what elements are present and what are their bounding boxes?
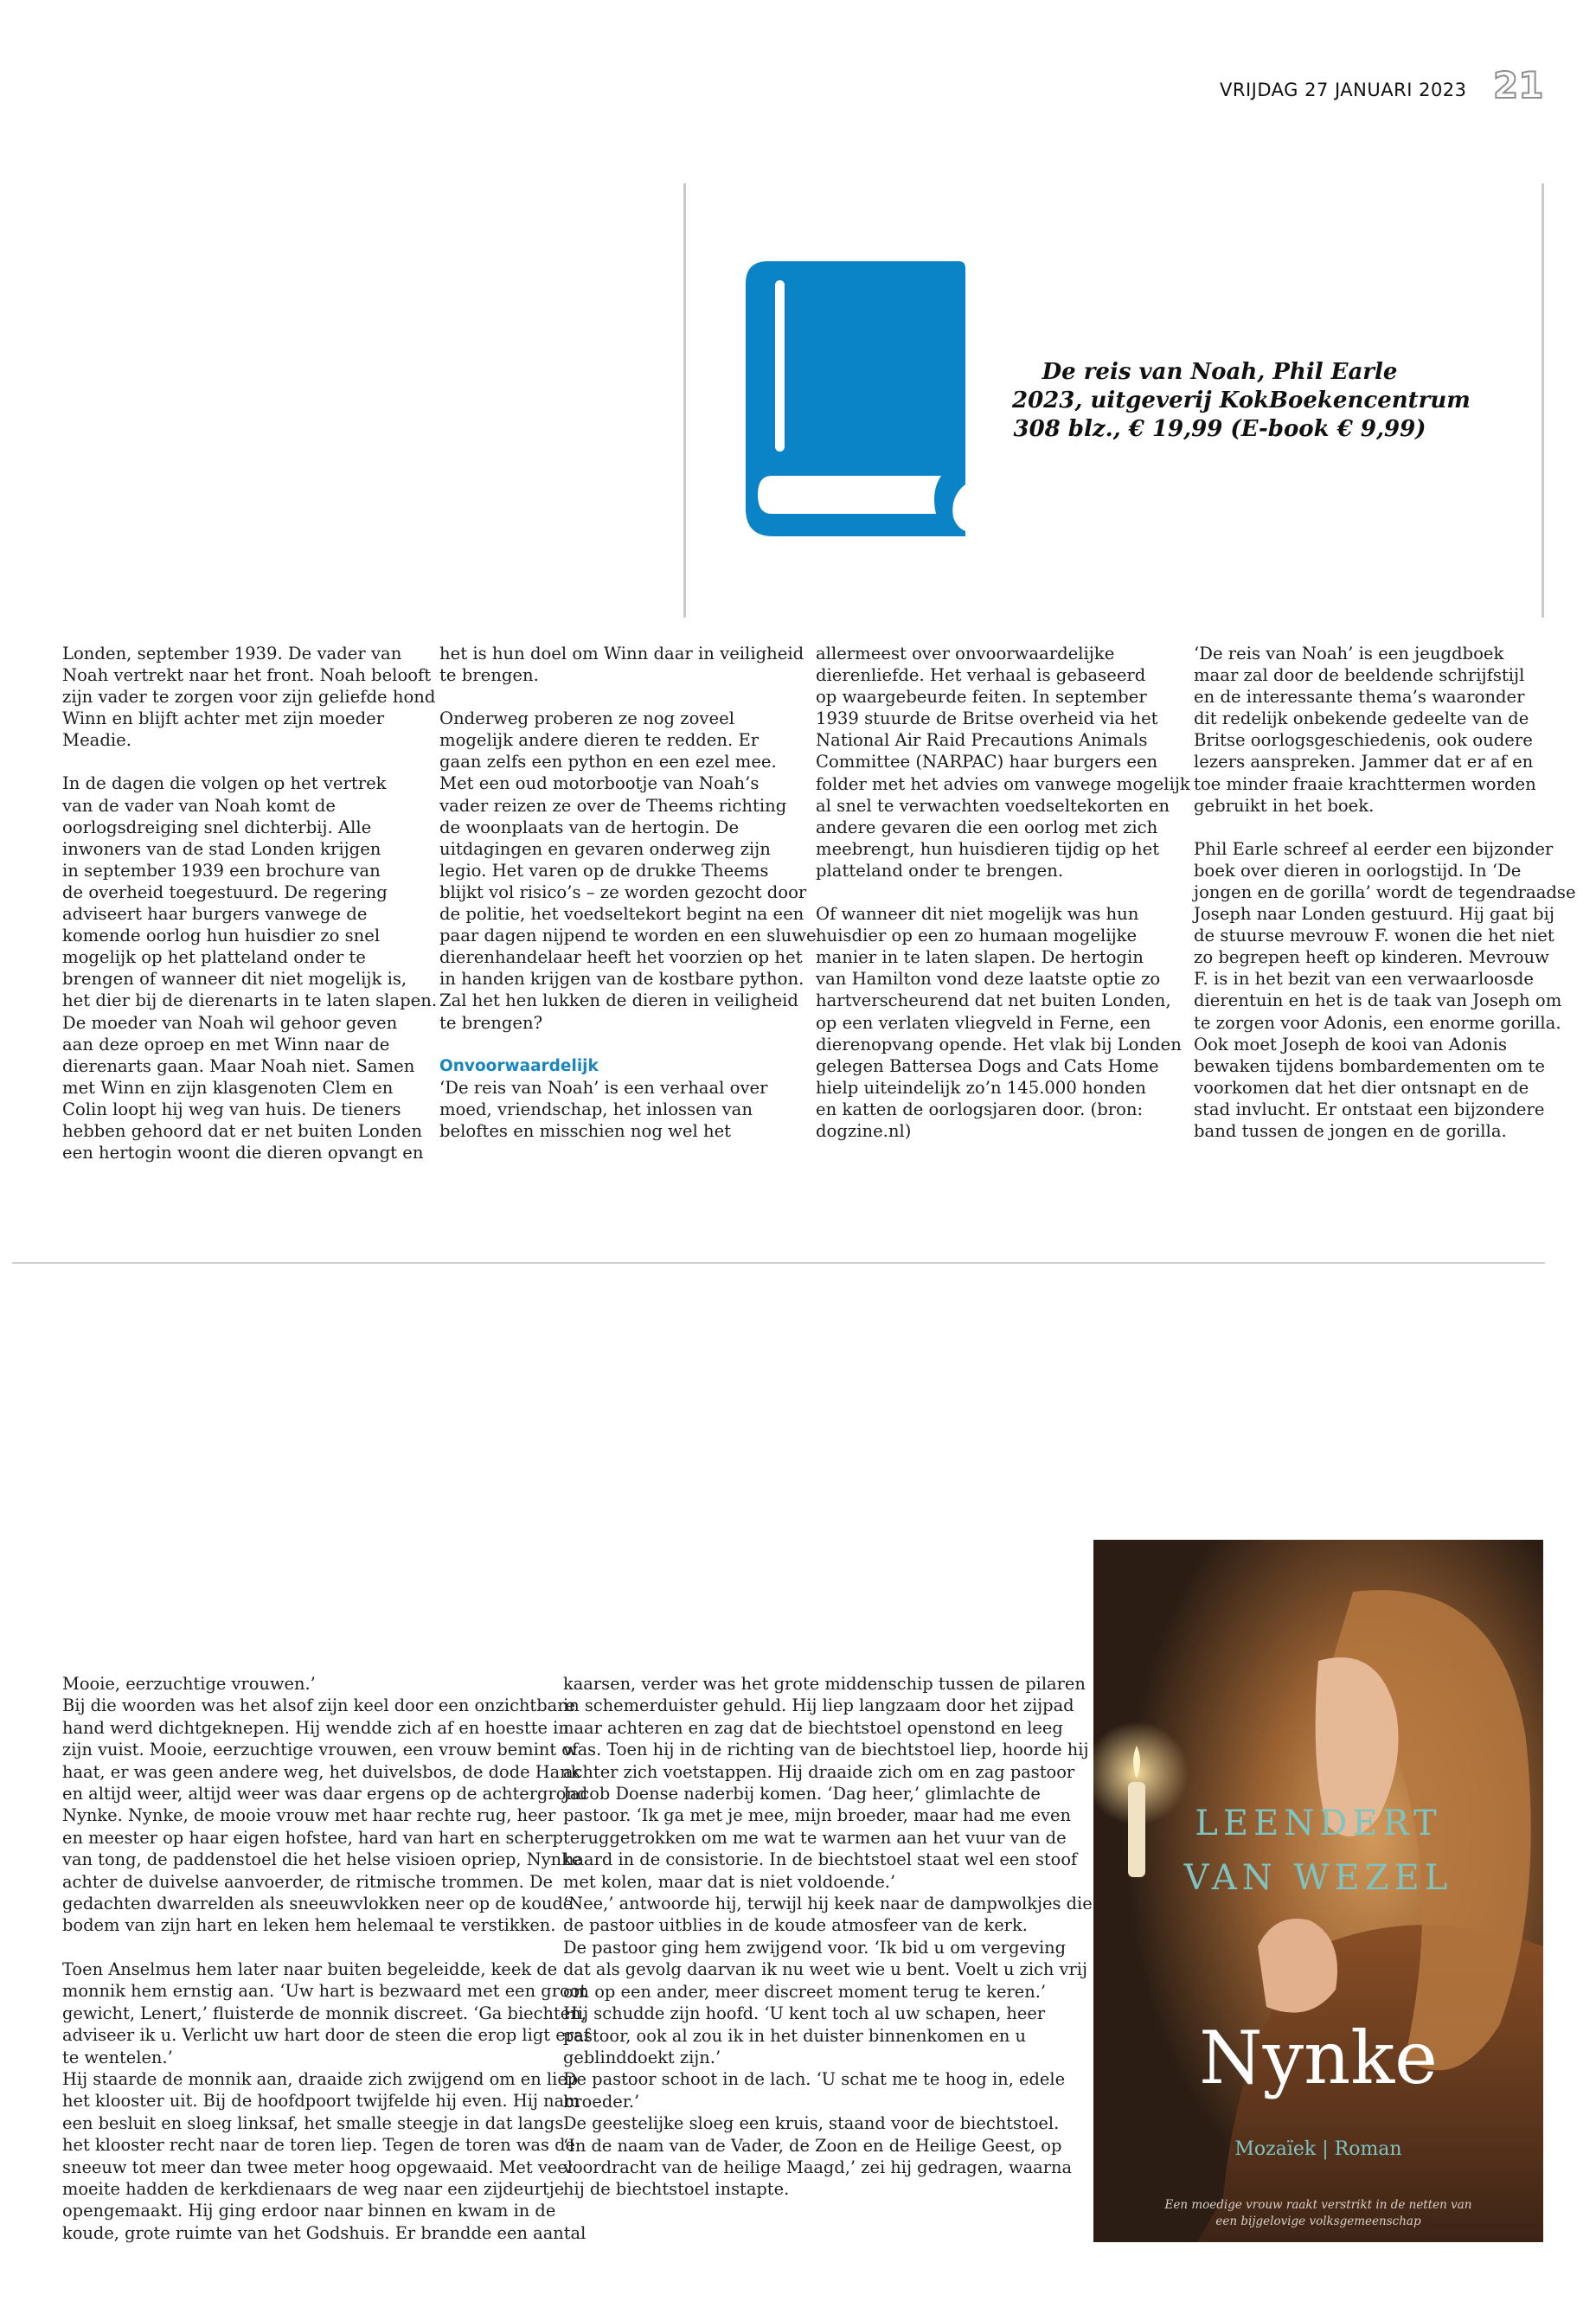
text-line: gewicht, Lenert,’ fluisterde de monnik discreet. ‘Ga biechten, [62,2003,586,2023]
text-line: dogzine.nl) [816,1120,912,1141]
text-line: beloftes en misschien nog wel het [439,1120,732,1141]
text-line: De pastoor schoot in de lach. ‘U schat me te hoog in, edele [563,2069,1066,2090]
text-line: Britse oorlogsgeschiedenis, ook oudere [1194,730,1533,751]
text-line: de pastoor uitblies in de koude atmosfeer van de kerk. [563,1915,1028,1936]
text-line: Met een oud motorbootje van Noah’s [439,773,760,794]
text-line: Bij die woorden was het alsof zijn keel door een onzichtbare [62,1695,575,1716]
text-line: platteland onder te brengen. [816,860,1064,881]
text-line: monnik hem ernstig aan. ‘Uw hart is bezwaard met een groot [62,1981,587,2002]
text-line: dit redelijk onbekende gedeelte van de [1194,708,1529,729]
text-line: zo begrepen heeft op kinderen. Mevrouw [1194,947,1549,968]
text-line: mogelijk op het platteland onder te [62,947,366,968]
text-line: hartverscheurend dat net buiten Londen, [816,990,1171,1011]
text-line: teruggetrokken om me wat te warmen aan het vuur van de [563,1827,1067,1848]
text-line: dat als gevolg daarvan ik nu weet wie u bent. Voelt u zich vrij [563,1959,1087,1980]
cover-series: Mozaïek | Roman [1234,2138,1402,2160]
text-line: en katten de oorlogsjaren door. (bron: [816,1099,1144,1119]
text-line: Hij schudde zijn hoofd. ‘U kent toch al uw schapen, heer [563,2003,1046,2024]
issue-date: VRIJDAG 27 JANUARI 2023 [1220,80,1467,100]
text-line: zijn vader te zorgen voor zijn geliefde hond [62,687,436,708]
cover-tagline-line: een bijgelovige volksgemeenschap [1215,2214,1421,2228]
text-line: ‘De reis van Noah’ is een verhaal over [439,1077,768,1098]
text-line: de politie, het voedseltekort begint na een [439,904,804,925]
text-line: met Winn en zijn klasgenoten Clem en [62,1077,394,1098]
text-line: Jacob Doense naderbij komen. ‘Dag heer,’ glimlachte de [563,1784,1041,1804]
text-line: moed, vriendschap, het inlossen van [439,1099,753,1119]
book-info-line: 2023, uitgeverij KokBoekencentrum [1012,388,1471,413]
text-line: De pastoor ging hem zwijgend voor. ‘Ik bid u om vergeving [563,1937,1067,1958]
text-line: te brengen. [439,665,539,686]
text-line: Colin loopt hij weg van huis. De tieners [62,1099,401,1119]
text-line: vader reizen ze over de Theems richting [439,795,787,816]
text-line: 1939 stuurde de Britse overheid via het [816,708,1158,729]
text-line: voordracht van de heilige Maagd,’ zei hij gedragen, waarna [563,2157,1073,2177]
text-line: haard in de consistorie. In de biechtstoel staat wel een stoof [563,1849,1078,1870]
text-line: Onderweg proberen ze nog zoveel [439,708,734,729]
text-line: dierentuin en het is de taak van Joseph om [1194,990,1562,1011]
text-line: was. Toen hij in de richting van de biechtstoel liep, hoorde hij [563,1740,1089,1760]
text-line: maar zal door de beeldende schrijfstijl [1194,665,1525,686]
text-line: National Air Raid Precautions Animals [816,730,1148,751]
text-line: boek over dieren in oorlogstijd. In ‘De [1194,860,1522,881]
text-line: hij de biechtstoel instapte. [563,2179,790,2200]
text-line: Toen Anselmus hem later naar buiten begeleidde, keek de [62,1958,558,1979]
paragraph [816,643,1190,881]
text-line: achter de duivelse aanvoerder, de ritmische trommen. De [62,1871,553,1892]
text-line: aan deze oproep en met Winn naar de [62,1034,390,1054]
text-line: te zorgen voor Adonis, een enorme gorilla. [1194,1012,1561,1033]
text-line: sneeuw tot meer dan twee meter hoog opgewaaid. Met veel [62,2157,573,2177]
text-line: op waargebeurde feiten. In september [816,687,1147,708]
text-line: voorkomen dat het dier ontsnapt en de [1194,1077,1529,1098]
text-line: jongen en de gorilla’ wordt de tegendraadse [1194,881,1576,902]
text-line: broeder.’ [563,2091,640,2112]
text-line: inwoners van de stad Londen krijgen [62,838,381,859]
section-divider [12,1262,1545,1264]
text-line: huisdier op een zo humaan mogelijke [816,926,1138,946]
book-info [1012,358,1471,444]
text-line: kaarsen, verder was het grote middenschip tussen de pilaren [563,1674,1086,1694]
text-line: toe minder fraaie krachttermen worden [1194,773,1536,794]
text-line: te wentelen.’ [62,2047,173,2067]
text-line: gedachten dwarrelden als sneeuwvlokken neer op de koude [62,1894,574,1914]
text-line: Mooie, eerzuchtige vrouwen.’ [62,1674,316,1694]
text-line: in schemerduister gehuld. Hij liep langzaam door het zijpad [563,1695,1074,1716]
text-line: ‘Nee,’ antwoorde hij, terwijl hij keek naar de dampwolkjes die [563,1894,1093,1914]
text-line: mogelijk andere dieren te redden. Er [439,730,760,751]
text-line: F. is in het bezit van een verwaarloosde [1194,969,1535,990]
text-line: het dier bij de dierenarts in te laten slapen. [62,990,438,1011]
text-line: hielp uiteindelijk zo’n 145.000 honden [816,1077,1146,1098]
text-line: een besluit en sloeg linksaf, het smalle steegje in dat langs [62,2112,564,2133]
text-line: al snel te verwachten voedseltekorten en [816,795,1170,816]
page-number: 21 [1493,64,1544,106]
paragraph [439,1055,803,1142]
text-line: pastoor. ‘Ik ga met je mee, mijn broeder, maar had me even [563,1805,1071,1826]
text-line: bewaken tijdens bombardementen om te [1194,1055,1545,1076]
text-line: pastoor, ook al zou ik in het duister binnenkomen en u [563,2025,1027,2046]
text-line: ‘De reis van Noah’ is een jeugdboek [1194,644,1504,663]
text-line: Meadie. [62,730,131,751]
cover-author-line: LEENDERT [1195,1804,1442,1843]
text-line: naar achteren en zag dat de biechtstoel openstond en leeg [563,1717,1063,1738]
text-line: het klooster recht naar de toren liep. Tegen de toren was de [62,2135,576,2156]
text-line: opengemaakt. Hij ging erdoor naar binnen en kwam in de [62,2201,556,2221]
text-line: in september 1939 een brochure van [62,860,381,881]
text-line: Committee (NARPAC) haar burgers een [816,752,1158,772]
article-column-1 [62,643,438,1163]
excerpt-column-1 [62,1673,590,2266]
text-line: brengen of wanneer dit niet mogelijk is, [62,969,407,990]
book-info-line: 308 blz., € 19,99 (E-book € 9,99) [1013,416,1426,442]
book-icon [746,261,965,536]
text-line: bodem van zijn hart en leken hem helemaal te verstikken. [62,1915,556,1936]
text-line: Of wanneer dit niet mogelijk was hun [816,904,1139,925]
text-line: achter zich voetstappen. Hij draaide zich om en zag pastoor [563,1761,1075,1782]
article-column-4 [1194,643,1576,1142]
text-line: komende oorlog hun huisdier zo snel [62,926,381,946]
text-line: uitdagingen en gevaren onderweg zijn [439,838,771,859]
text-line: en de interessante thema’s waaronder [1194,687,1525,708]
text-line: koude, grote ruimte van het Godshuis. Er brandde een aantal [62,2222,586,2243]
text-line: op een verlaten vliegveld in Ferne, een [816,1012,1151,1033]
text-line: te brengen? [439,1012,543,1033]
text-line: Winn en blijft achter met zijn moeder [62,708,385,729]
excerpt-column-2 [563,1673,1093,2222]
paragraph [439,708,817,1033]
text-line: de woonplaats van de hertogin. De [439,817,740,837]
paragraph [816,903,1182,1142]
text-line: en meester op haar eigen hofstee, hard van hart en scherp [62,1827,563,1848]
text-line: en altijd weer, altijd weer was daar ergens op de achtergrond [62,1784,588,1804]
text-line: gebruikt in het boek. [1194,795,1375,816]
paragraph [62,1958,590,2244]
text-line: Zal het hen lukken de dieren in veiligheid [439,990,798,1011]
cover-tagline [1093,2197,1543,2230]
text-line: geblinddoekt zijn.’ [563,2047,721,2067]
paragraph [1194,838,1576,1142]
text-line: Phil Earle schreef al eerder een bijzonder [1194,838,1554,859]
text-line: ‘In de naam van de Vader, de Zoon en de Heilige Geest, op [563,2135,1062,2156]
cover-title: Nynke [1199,2016,1438,2100]
text-line: manier in te laten slapen. De hertogin [816,947,1144,968]
text-line: de stuurse mevrouw F. wonen die het niet [1194,926,1554,946]
text-line: van tong, de paddenstoel die het helse visioen opriep, Nynke [62,1849,582,1870]
section-subhead: Onvoorwaardelijk [439,1056,599,1075]
cover-tagline-line: Een moedige vrouw raakt verstrikt in de netten van [1164,2198,1472,2212]
text-line: blijkt vol risico’s – ze worden gezocht door [439,881,807,902]
paragraph [62,643,436,751]
text-line: de overheid toegestuurd. De regering [62,881,388,902]
text-line: Londen, september 1939. De vader van [62,644,402,663]
text-line: in handen krijgen van de kostbare python. [439,969,804,990]
text-line: dierenhandelaar heeft het voorzien op het [439,947,803,968]
text-line: van Hamilton vond deze laatste optie zo [816,969,1161,990]
article-column-2 [439,643,817,1142]
text-line: oorlogsdreiging snel dichterbij. Alle [62,817,372,837]
text-line: gaan zelfs een python en een ezel mee. [439,752,777,772]
text-line: met kolen, maar dat is niet voldoende.’ [563,1871,896,1892]
text-line: hand werd dichtgeknepen. Hij wendde zich af en hoestte in [62,1717,569,1738]
text-line: een hertogin woont die dieren opvangt en [62,1143,424,1163]
text-line: hebben gehoord dat er net buiten Londen [62,1120,422,1141]
text-line: stad invlucht. Er ontstaat een bijzondere [1194,1099,1545,1119]
text-line: het is hun doel om Winn daar in veiligheid [439,644,804,663]
text-line: gelegen Battersea Dogs and Cats Home [816,1055,1159,1076]
text-line: dierenliefde. Het verhaal is gebaseerd [816,665,1146,686]
text-line: adviseer ik u. Verlicht uw hart door de steen die erop ligt eraf [62,2025,590,2046]
text-line: dierenopvang opende. Het vlak bij Londen [816,1034,1182,1054]
text-line: zijn vuist. Mooie, eerzuchtige vrouwen, een vrouw bemint of [62,1740,579,1760]
cover-author-line: VAN WEZEL [1183,1858,1453,1898]
text-line: haat, er was geen andere weg, het duivelsbos, de dode Hank [62,1761,581,1782]
text-line: om op een ander, meer discreet moment terug te keren.’ [563,1981,1047,2002]
text-line: het klooster uit. Bij de hoofdpoort twijfelde hij even. Hij nam [62,2091,580,2112]
text-line: Ook moet Joseph de kooi van Adonis [1194,1034,1508,1054]
text-line: adviseert haar burgers vanwege de [62,904,368,925]
paragraph [439,643,803,686]
paragraph [62,772,438,1163]
book-cover [1093,1540,1543,2242]
text-line: In de dagen die volgen op het vertrek [62,773,387,794]
text-line: folder met het advies om vanwege mogelijk [816,773,1190,794]
text-line: moeite hadden de kerkdienaars de weg naar een zijdeurtje [62,2178,565,2199]
paragraph [563,1673,1093,2201]
text-line: De geestelijke sloeg een kruis, staand voor de biechtstoel. [563,2113,1060,2134]
text-line: Hij staarde de monnik aan, draaide zich zwijgend om en liep [62,2068,579,2089]
text-line: lezers aanspreken. Jammer dat er af en [1194,752,1534,772]
text-line: band tussen de jongen en de gorilla. [1194,1120,1507,1141]
text-line: dierenarts gaan. Maar Noah niet. Samen [62,1055,415,1076]
text-line: allermeest over onvoorwaardelijke [816,644,1115,663]
text-line: Noah vertrekt naar het front. Noah belooft [62,665,432,686]
review-box-right-rule [1542,183,1544,618]
review-box-left-rule [683,183,686,618]
article-column-3 [816,643,1190,1142]
paragraph [62,1673,588,1937]
text-line: paar dagen nijpend te worden en een sluwe [439,926,817,946]
text-line: De moeder van Noah wil gehoor geven [62,1012,398,1033]
text-line: legio. Het varen op de drukke Theems [439,860,769,881]
text-line: Joseph naar Londen gestuurd. Hij gaat bij [1194,904,1554,925]
paragraph [1194,643,1557,817]
book-info-line: De reis van Noah, Phil Earle [1042,359,1398,385]
text-line: Nynke. Nynke, de mooie vrouw met haar rechte rug, heer [62,1805,556,1826]
text-line: meebrengt, hun huisdieren tijdig op het [816,838,1160,859]
text-line: van de vader van Noah komt de [62,795,337,816]
text-line: andere gevaren die een oorlog met zich [816,817,1158,837]
